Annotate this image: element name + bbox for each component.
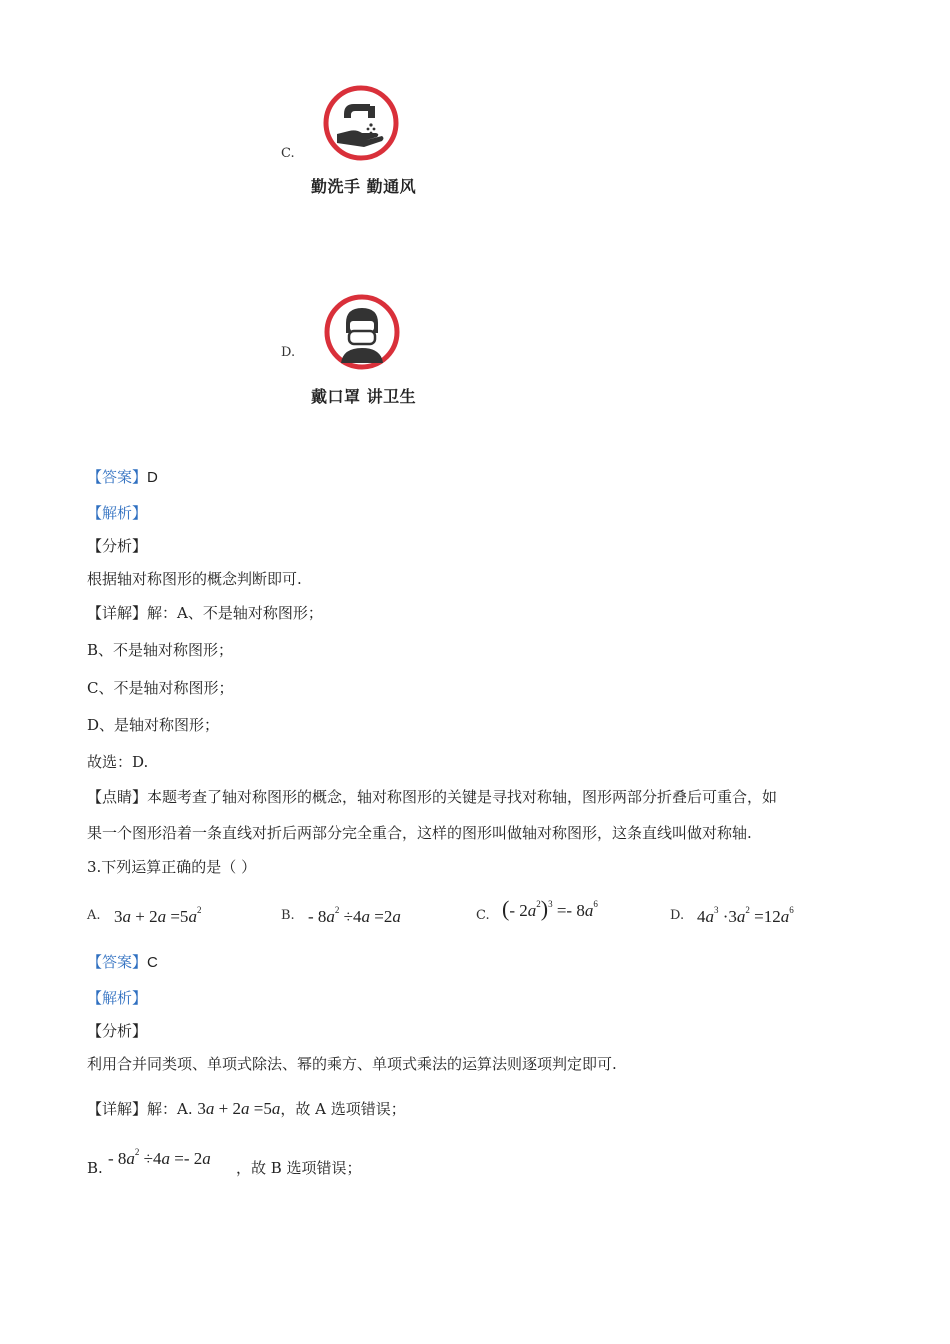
q3-detail-b-suffix: ，故 B 选项错误； bbox=[236, 1159, 362, 1177]
q3-fenxi-text: 利用合并同类项、单项式除法、幂的乘方、单项式乘法的运算法则逐项判定即可. bbox=[87, 1055, 617, 1073]
q2-detail-text1: 解：A、不是轴对称图形； bbox=[147, 604, 323, 622]
q2-answer-line bbox=[87, 467, 158, 488]
q2-dianjing-line1 bbox=[87, 787, 777, 807]
q3-detail-b-formula: - $8a^2 \div 4a =- 2a$ bbox=[108, 1147, 211, 1168]
q3-opt-d-formula: $4a^3 \cdot 3a^2 =12a^6$ bbox=[697, 905, 794, 926]
q2-dianjing-text1: 本题考查了轴对称图形的概念，轴对称图形的关键是寻找对称轴，图形两部分折叠后可重合，如 bbox=[147, 788, 778, 806]
q2-fenxi-tag: 【分析】 bbox=[87, 537, 148, 555]
option-c-label: C. bbox=[281, 146, 295, 161]
q2-jiexi-tag: 【解析】 bbox=[87, 504, 148, 522]
q2-detail-tag: 【详解】 bbox=[87, 604, 148, 622]
q2-detail-line1 bbox=[87, 603, 323, 623]
q2-fenxi-text: 根据轴对称图形的概念判断即可. bbox=[87, 570, 302, 588]
q2-choose: 故选：D. bbox=[87, 753, 149, 771]
q3-detail-a-formula: 3a + 2a =5a bbox=[197, 1099, 281, 1118]
q3-detail-tag: 【详解】 bbox=[87, 1100, 148, 1118]
q3-fenxi-tag: 【分析】 bbox=[87, 1022, 148, 1040]
mask-person-icon bbox=[321, 293, 403, 371]
q3-opt-a-formula: $3a + 2a =5a^2$ bbox=[114, 905, 202, 926]
q3-jiexi-tag: 【解析】 bbox=[87, 989, 148, 1007]
q3-detail-b-label: B. bbox=[87, 1159, 103, 1177]
q3-answer-line bbox=[87, 952, 158, 973]
q3-opt-d-label: D. bbox=[670, 908, 685, 923]
q3-opt-b-label: B. bbox=[281, 908, 295, 923]
q3-answer-tag: 【答案】 bbox=[87, 953, 148, 971]
q2-answer-tag: 【答案】 bbox=[87, 468, 148, 486]
q3-opt-b-formula: - $8a^2 \div 4a =2a$ bbox=[308, 905, 401, 926]
q2-dianjing-tag: 【点睛】 bbox=[87, 788, 148, 806]
option-d-caption: 戴口罩 讲卫生 bbox=[311, 387, 417, 406]
q2-detail-line2: B、不是轴对称图形； bbox=[87, 641, 234, 659]
q3-detail-a-suffix: ，故 A 选项错误； bbox=[280, 1100, 406, 1118]
q3-opt-c-formula: (- $2a^2)^3 =- 8a^6$ bbox=[502, 896, 598, 921]
q3-detail-a-prefix: 解：A. bbox=[147, 1100, 193, 1118]
option-d-label: D. bbox=[281, 345, 296, 360]
q3-opt-c-label: C. bbox=[476, 908, 490, 923]
q3-answer-value: C bbox=[147, 954, 158, 971]
option-c-caption: 勤洗手 勤通风 bbox=[311, 177, 417, 196]
q2-detail-line3: C、不是轴对称图形； bbox=[87, 679, 234, 697]
q3-title: 3.下列运算正确的是（ ） bbox=[87, 858, 257, 876]
q2-answer-value: D bbox=[147, 469, 158, 486]
q3-detail-a bbox=[87, 1099, 406, 1119]
hand-washing-icon bbox=[322, 84, 400, 162]
q2-detail-line4: D、是轴对称图形； bbox=[87, 716, 220, 734]
q2-dianjing-line2: 果一个图形沿着一条直线对折后两部分完全重合，这样的图形叫做轴对称图形，这条直线叫做对称轴. bbox=[87, 824, 752, 842]
q3-opt-a-label: A. bbox=[87, 908, 101, 923]
